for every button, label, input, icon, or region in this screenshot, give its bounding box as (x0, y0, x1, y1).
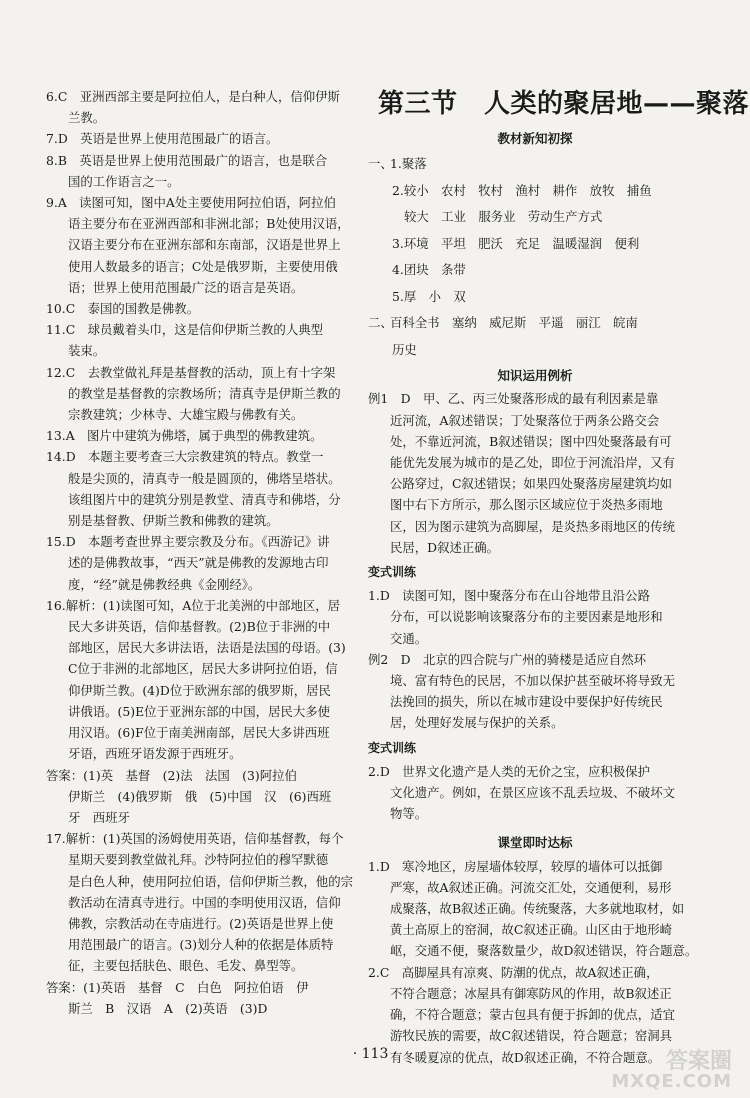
example-2-first-line: 例2 D 北京的四合院与广州的骑楼是适应自然环 (368, 651, 647, 667)
answer-continuation: 牙语，西班牙语发源于西班牙。 (68, 746, 242, 762)
answer-continuation: 宗教建筑；少林寺、大雄宝殿与佛教有关。 (68, 407, 304, 423)
example-2-body (368, 670, 702, 734)
text-line: 不符合题意；冰屋具有御寒防风的作用，故B叙述正 (390, 985, 672, 1001)
answer-continuation: 语；世界上使用范围最广泛的语言是英语。 (68, 279, 304, 295)
answer-item: 8.B 英语是世界上使用范围最广的语言，也是联合 (46, 152, 328, 168)
variant-2-first-line: 2.D 世界文化遗产是人类的无价之宝，应积极保护 (368, 763, 650, 779)
answer-continuation: 用汉语。(6)F位于南美洲南部，居民大多讲西班 (68, 725, 330, 741)
knowledge-row (368, 257, 702, 284)
answer-item: 9.A 读图可知，图中A处主要使用阿拉伯语，阿拉伯 (46, 195, 336, 211)
answer-continuation: 别是基督教、伊斯兰教和佛教的建筑。 (68, 513, 279, 529)
row-text: 百科全书 塞纳 威尼斯 平遥 丽江 皖南 (390, 315, 638, 331)
answer-item: 15.D 本题考查世界主要宗教及分布。《西游记》讲 (46, 534, 330, 550)
text-line: 公路穿过，C叙述错误；如果四处聚落房屋建筑均如 (390, 476, 673, 492)
question-1-body (368, 877, 702, 962)
watermark-url: MXQE.COM (611, 1071, 732, 1092)
answer-continuation: 民大多讲英语，信仰基督教。(2)B位于非洲的中 (68, 619, 331, 635)
knowledge-row (368, 204, 702, 231)
answer-continuation: 汉语主要分布在亚洲东部和东南部，汉语是世界上 (68, 237, 341, 253)
answer-item: 10.C 泰国的国教是佛教。 (46, 301, 200, 317)
row-text: 4.团块 条带 (392, 262, 466, 278)
text-line: 法挽回的损失，所以在城市建设中要保护好传统民 (390, 694, 663, 710)
answer-continuation: 国的工作语言之一。 (68, 173, 180, 189)
answer-continuation: 度，“经”就是佛教经典《金刚经》。 (68, 576, 261, 592)
row-text: 2.较小 农村 牧村 渔村 耕作 放牧 捕鱼 (392, 182, 652, 198)
text-line: 处，不靠近河流，B叙述错误；图中四处聚落最有可 (390, 433, 672, 449)
question-1-first-line: 1.D 寒冷地区，房屋墙体较厚，较厚的墙体可以抵御 (368, 858, 663, 874)
text-line: 民居，D叙述正确。 (390, 539, 500, 555)
answer-continuation: 教活动在清真寺进行。中国的李明使用汉语，信仰 (68, 894, 341, 910)
answer-item: 6.C 亚洲西部主要是阿拉伯人，是白种人，信仰伊斯 (46, 89, 340, 104)
text-line: 黄土高原上的窑洞，故C叙述正确。山区由于地形崎 (390, 922, 673, 938)
text-line: 物等。 (390, 806, 428, 822)
text-line: 游牧民族的需要，故C叙述错误，符合题意；窑洞具 (390, 1028, 673, 1044)
answer-continuation: 使用人数最多的语言；C处是俄罗斯，主要使用俄 (68, 258, 338, 274)
text-line: 交通。 (390, 630, 428, 646)
text-line: 成聚落，故B叙述正确。传统聚落，大多就地取材，如 (390, 901, 685, 917)
row-text: 5.厚 小 双 (392, 288, 466, 304)
chapter-title: 第三节 人类的聚居地——聚落 (378, 89, 750, 119)
text-line: 能优先发展为城市的是乙处，即位于河流沿岸，又有 (390, 455, 675, 471)
row-number: 二、 (368, 315, 393, 331)
knowledge-row (368, 284, 702, 311)
text-line: 有冬暖夏凉的优点，故D叙述正确，不符合题意。 (390, 1049, 661, 1065)
row-text: 较大 工业 服务业 劳动生产方式 (404, 209, 603, 225)
answer-continuation: 装束。 (68, 343, 106, 359)
answer-continuation: 是白色人种，使用阿拉伯语，信仰伊斯兰教，他的宗 (68, 873, 353, 889)
example-1-body (368, 410, 702, 558)
answer-item: 17.解析：(1)英国的汤姆使用英语，信仰基督教，每个 (46, 831, 344, 847)
text-line: 确，不符合题意；蒙古包具有便于拆卸的优点，适宜 (390, 1007, 675, 1023)
text-line: 区，因为图示建筑为高脚屋，是炎热多雨地区的传统 (390, 518, 675, 534)
answer-continuation: 斯兰 B 汉语 A (2)英语 (3)D (68, 1000, 268, 1016)
text-line: 境、富有特色的民居，不加以保护甚至破坏将导致无 (390, 673, 675, 689)
answer-continuation: 星期天要到教堂做礼拜。沙特阿拉伯的穆罕默德 (68, 852, 329, 868)
answer-continuation: 语主要分布在亚洲西部和非洲北部；B处使用汉语， (68, 216, 350, 232)
text-line: 居，处理好发展与保护的关系。 (390, 715, 564, 731)
answer-continuation: 征，主要包括肤色、眼色、毛发、鼻型等。 (68, 958, 304, 974)
variant-2-body (368, 782, 702, 824)
answer-item: 14.D 本题主要考查三大宗教建筑的特点。教堂一 (46, 449, 324, 465)
answer-continuation: 讲俄语。(5)E位于亚洲东部的中国，居民大多使 (68, 703, 331, 719)
watermark-text: 答案圈 (665, 1049, 732, 1074)
watermark-logo (582, 1049, 732, 1092)
knowledge-row (368, 310, 702, 337)
variant-1-first-line: 1.D 读图可知，图中聚落分布在山谷地带且沿公路 (368, 588, 650, 604)
variant-training-heading-2: 变式训练 (368, 740, 417, 755)
text-line: 图中右下方所示，那么图示区域应位于炎热多雨地 (390, 497, 663, 513)
answer-line: 答案：(1)英语 基督 C 白色 阿拉伯语 伊 (46, 979, 309, 995)
answer-continuation: 佛教，宗教活动在寺庙进行。(2)英语是世界上使 (68, 915, 334, 931)
text-line: 分布，可以说影响该聚落分布的主要因素是地形和 (390, 609, 663, 625)
answer-continuation: 部地区，居民大多讲法语，法语是法国的母语。(3) (68, 640, 346, 656)
answer-item: 7.D 英语是世界上使用范围最广的语言。 (46, 131, 279, 147)
question-2-first-line: 2.C 高脚屋具有凉爽、防潮的优点，故A叙述正确， (368, 964, 659, 980)
text-line: 严寒，故A叙述正确。河流交汇处，交通便利，易形 (390, 879, 672, 895)
page-number: · 113 · (352, 1046, 398, 1062)
answer-line: 答案：(1)英 基督 (2)法 法国 (3)阿拉伯 (46, 767, 297, 783)
answer-continuation: 用范围最广的语言。(3)划分人种的依据是体质特 (68, 937, 334, 953)
answer-continuation: 述的是佛教故事，“西天”就是佛教的发源地古印 (68, 555, 329, 571)
new-knowledge-list (368, 151, 702, 363)
knowledge-row (368, 337, 702, 364)
answer-continuation: 伊斯兰 (4)俄罗斯 俄 (5)中国 汉 (6)西班 (68, 788, 332, 804)
answer-item: 11.C 球员戴着头巾，这是信仰伊斯兰教的人典型 (46, 322, 323, 338)
row-text: 3.环境 平坦 肥沃 充足 温暖湿润 便利 (392, 235, 640, 251)
knowledge-row (368, 151, 702, 178)
answer-continuation: 该组图片中的建筑分别是教堂、清真寺和佛塔，分 (68, 491, 341, 507)
section-heading-classroom: 课堂即时达标 (497, 835, 573, 851)
answer-continuation: C位于非洲的北部地区，居民大多讲阿拉伯语，信 (68, 661, 338, 677)
section-heading-examples: 知识运用例析 (497, 368, 573, 384)
answer-continuation: 兰教。 (68, 110, 106, 126)
answer-continuation: 般是尖顶的，清真寺一般是圆顶的，佛塔呈塔状。 (68, 470, 341, 486)
knowledge-row (368, 231, 702, 258)
answer-item: 13.A 图片中建筑为佛塔，属于典型的佛教建筑。 (46, 428, 323, 444)
answer-continuation: 的教堂是基督教的宗教场所；清真寺是伊斯兰教的 (68, 385, 341, 401)
variant-1-body (368, 606, 702, 648)
variant-training-heading-1: 变式训练 (368, 565, 417, 580)
answer-continuation: 仰伊斯兰教。(4)D位于欧洲东部的俄罗斯，居民 (68, 682, 331, 698)
answer-item: 16.解析：(1)读图可知，A位于北美洲的中部地区，居 (46, 597, 341, 613)
text-line: 文化遗产。例如，在景区应该不乱丢垃圾、不破坏文 (390, 785, 675, 801)
answer-item: 12.C 去教堂做礼拜是基督教的活动，顶上有十字架 (46, 364, 336, 380)
text-line: 岖，交通不便，聚落数量少，故D叙述错误，符合题意。 (390, 943, 698, 959)
knowledge-row (368, 178, 702, 205)
row-text: 1.聚落 (390, 156, 427, 172)
text-line: 近河流，A叙述错误；丁处聚落位于两条公路交会 (390, 412, 660, 428)
section-heading-new-knowledge: 教材新知初探 (497, 131, 573, 146)
example-1-first-line: 例1 D 甲、乙、丙三处聚落形成的最有利因素是靠 (368, 391, 659, 407)
left-column (46, 86, 370, 1019)
row-number: 一、 (368, 156, 393, 172)
answer-continuation: 牙 西班牙 (68, 809, 130, 825)
row-text: 历史 (392, 341, 417, 357)
